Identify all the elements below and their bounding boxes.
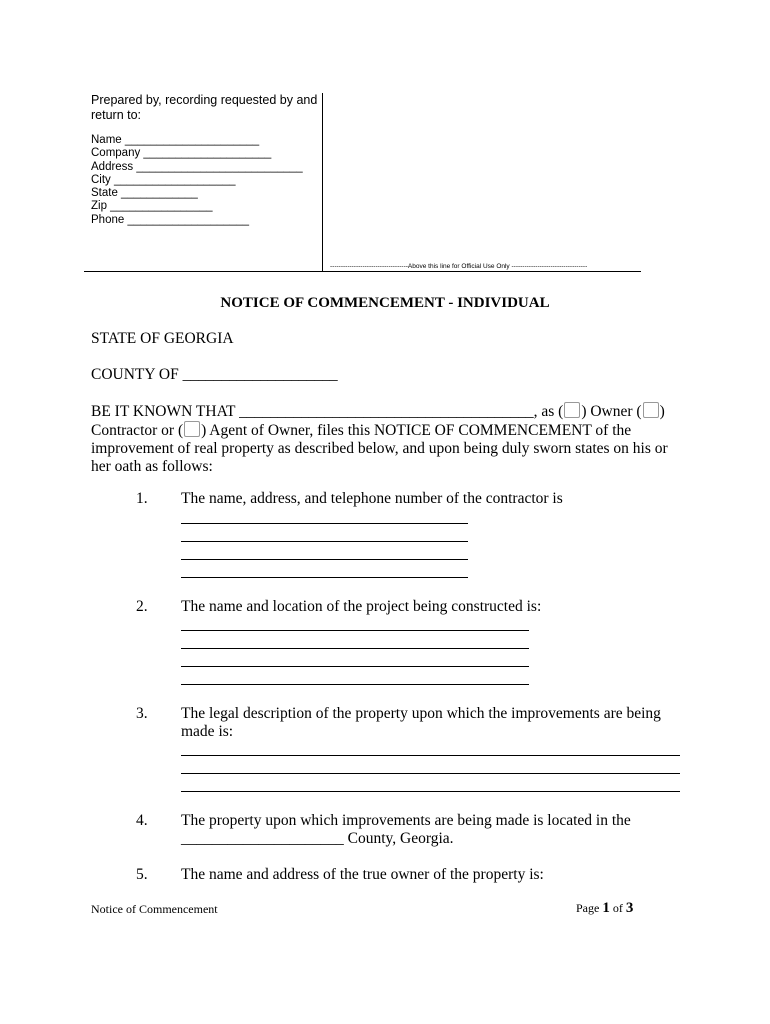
- item-1-blank-line: [181, 577, 468, 578]
- preparer-city-field: City ___________________: [91, 173, 236, 186]
- preparer-state-field: State ____________: [91, 187, 198, 200]
- item-4-text: The property upon which improvements are being made is located in the _____________________ County, Georgia.: [181, 812, 631, 847]
- official-use-label: ------------------------------------Above this line for Official Use Only -----------------------------------: [330, 263, 588, 270]
- item-3-text: The legal description of the property upon which the improvements are being made is:: [181, 705, 661, 740]
- item-2-blank-line: [181, 648, 529, 649]
- page-total: 3: [625, 900, 634, 916]
- item-1-blank-line: [181, 523, 468, 524]
- footer-title: Notice of Commencement: [91, 902, 218, 916]
- item-5-text: The name and address of the true owner of the property is:: [181, 866, 544, 883]
- vertical-divider: [322, 93, 323, 271]
- preparer-block: [91, 93, 321, 227]
- preparer-phone-field: Phone ___________________: [91, 213, 249, 226]
- item-1-number: 1.: [136, 490, 148, 507]
- county-line: COUNTY OF ____________________: [91, 366, 338, 383]
- preparer-address-field: Address __________________________: [91, 160, 303, 173]
- item-2-text: The name and location of the project being constructed is:: [181, 598, 542, 615]
- item-3-blank-line: [181, 755, 680, 756]
- item-3-number: 3.: [136, 705, 148, 722]
- of-label: of: [612, 901, 623, 915]
- contractor-checkbox[interactable]: [643, 402, 659, 418]
- item-4-number: 4.: [136, 812, 148, 829]
- preparer-heading: Prepared by, recording requested by and return to:: [91, 93, 318, 122]
- page-number: 1: [602, 900, 610, 916]
- item-2-blank-line: [181, 630, 529, 631]
- item-1-blank-line: [181, 541, 468, 542]
- intro-paragraph: [91, 402, 691, 476]
- intro-text-3: ) Contractor or (: [91, 403, 665, 439]
- preparer-name-field: Name _____________________: [91, 134, 260, 146]
- preparer-zip-field: Zip ________________: [91, 200, 213, 213]
- agent-checkbox[interactable]: [184, 421, 200, 437]
- document-title: NOTICE OF COMMENCEMENT - INDIVIDUAL: [220, 295, 550, 311]
- item-5-number: 5.: [136, 866, 148, 883]
- intro-text-1: BE IT KNOWN THAT ______________________________________, as (: [91, 403, 564, 420]
- page-indicator: [576, 900, 633, 917]
- official-use-line: [84, 271, 641, 272]
- intro-text-4: ) Agent of Owner, files this NOTICE OF COMMENCEMENT of the improvement of real property as described below, and upon being duly sworn states on his or her oath as follows:: [91, 422, 668, 475]
- preparer-fields: [91, 134, 321, 227]
- item-2-blank-line: [181, 684, 529, 685]
- item-3-blank-line: [181, 791, 680, 792]
- intro-text-2: ) Owner (: [581, 403, 642, 420]
- item-1-text: The name, address, and telephone number of the contractor is: [181, 490, 563, 507]
- preparer-company-field: Company ____________________: [91, 147, 272, 160]
- page-label: Page: [576, 901, 600, 915]
- item-1-blank-line: [181, 559, 468, 560]
- item-3-blank-line: [181, 773, 680, 774]
- state-line: STATE OF GEORGIA: [91, 330, 234, 347]
- item-2-blank-line: [181, 666, 529, 667]
- item-2-number: 2.: [136, 598, 148, 615]
- owner-checkbox[interactable]: [564, 402, 580, 418]
